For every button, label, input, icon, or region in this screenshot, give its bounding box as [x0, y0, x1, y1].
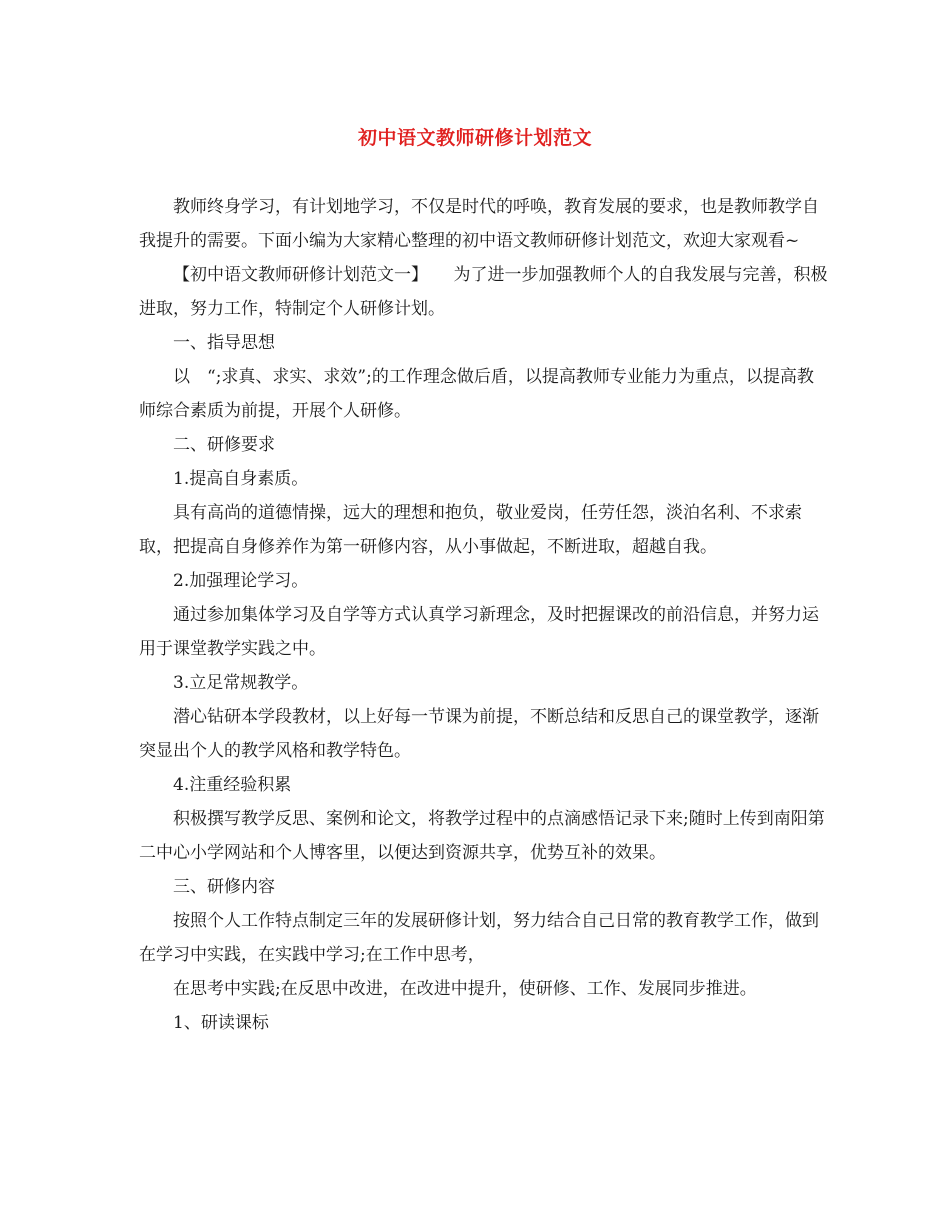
item-3-text: 潜心钻研本学段教材，以上好每一节课为前提，不断总结和反思自己的课堂教学，逐渐突显出个人的教学风格和教学特色。 [139, 707, 819, 761]
document-body [139, 190, 829, 1040]
paragraph-intro: 教师终身学习，有计划地学习，不仅是时代的呼唤，教育发展的要求，也是教师教学自我提升的需要。下面小编为大家精心整理的初中语文教师研修计划范文，欢迎大家观看~ [139, 197, 819, 251]
item-2-heading: 2.加强理论学习。 [173, 571, 309, 591]
paragraph-plan-one: 【初中语文教师研修计划范文一】 为了进一步加强教师个人的自我发展与完善，积极进取，努力工作，特制定个人研修计划。 [139, 265, 828, 319]
heading-content: 三、研修内容 [173, 877, 275, 897]
paragraph-content: 按照个人工作特点制定三年的发展研修计划，努力结合自己日常的教育教学工作，做到在学习中实践，在实践中学习;在工作中思考， [139, 911, 819, 965]
subheading-study-standards: 1、研读课标 [173, 1013, 269, 1033]
item-4-heading: 4.注重经验积累 [173, 775, 292, 795]
paragraph-content-cont: 在思考中实践;在反思中改进，在改进中提升，使研修、工作、发展同步推进。 [173, 979, 757, 999]
paragraph-guiding-thought: 以 “;求真、求实、求效”;的工作理念做后盾，以提高教师专业能力为重点，以提高教师综合素质为前提，开展个人研修。 [139, 367, 814, 421]
document-title: 初中语文教师研修计划范文 [357, 127, 592, 149]
item-2-text: 通过参加集体学习及自学等方式认真学习新理念，及时把握课改的前沿信息，并努力运用于课堂教学实践之中。 [139, 605, 819, 659]
item-1-heading: 1.提高自身素质。 [173, 469, 309, 489]
item-4-text: 积极撰写教学反思、案例和论文，将教学过程中的点滴感悟记录下来;随时上传到南阳第二中心小学网站和个人博客里，以便达到资源共享，优势互补的效果。 [139, 809, 825, 863]
item-1-text: 具有高尚的道德情操，远大的理想和抱负，敬业爱岗，任劳任怨，淡泊名利、不求索取，把提高自身修养作为第一研修内容，从小事做起，不断进取，超越自我。 [139, 503, 802, 557]
heading-requirements: 二、研修要求 [173, 435, 275, 455]
heading-guiding-thought: 一、指导思想 [173, 333, 275, 353]
item-3-heading: 3.立足常规教学。 [173, 673, 309, 693]
